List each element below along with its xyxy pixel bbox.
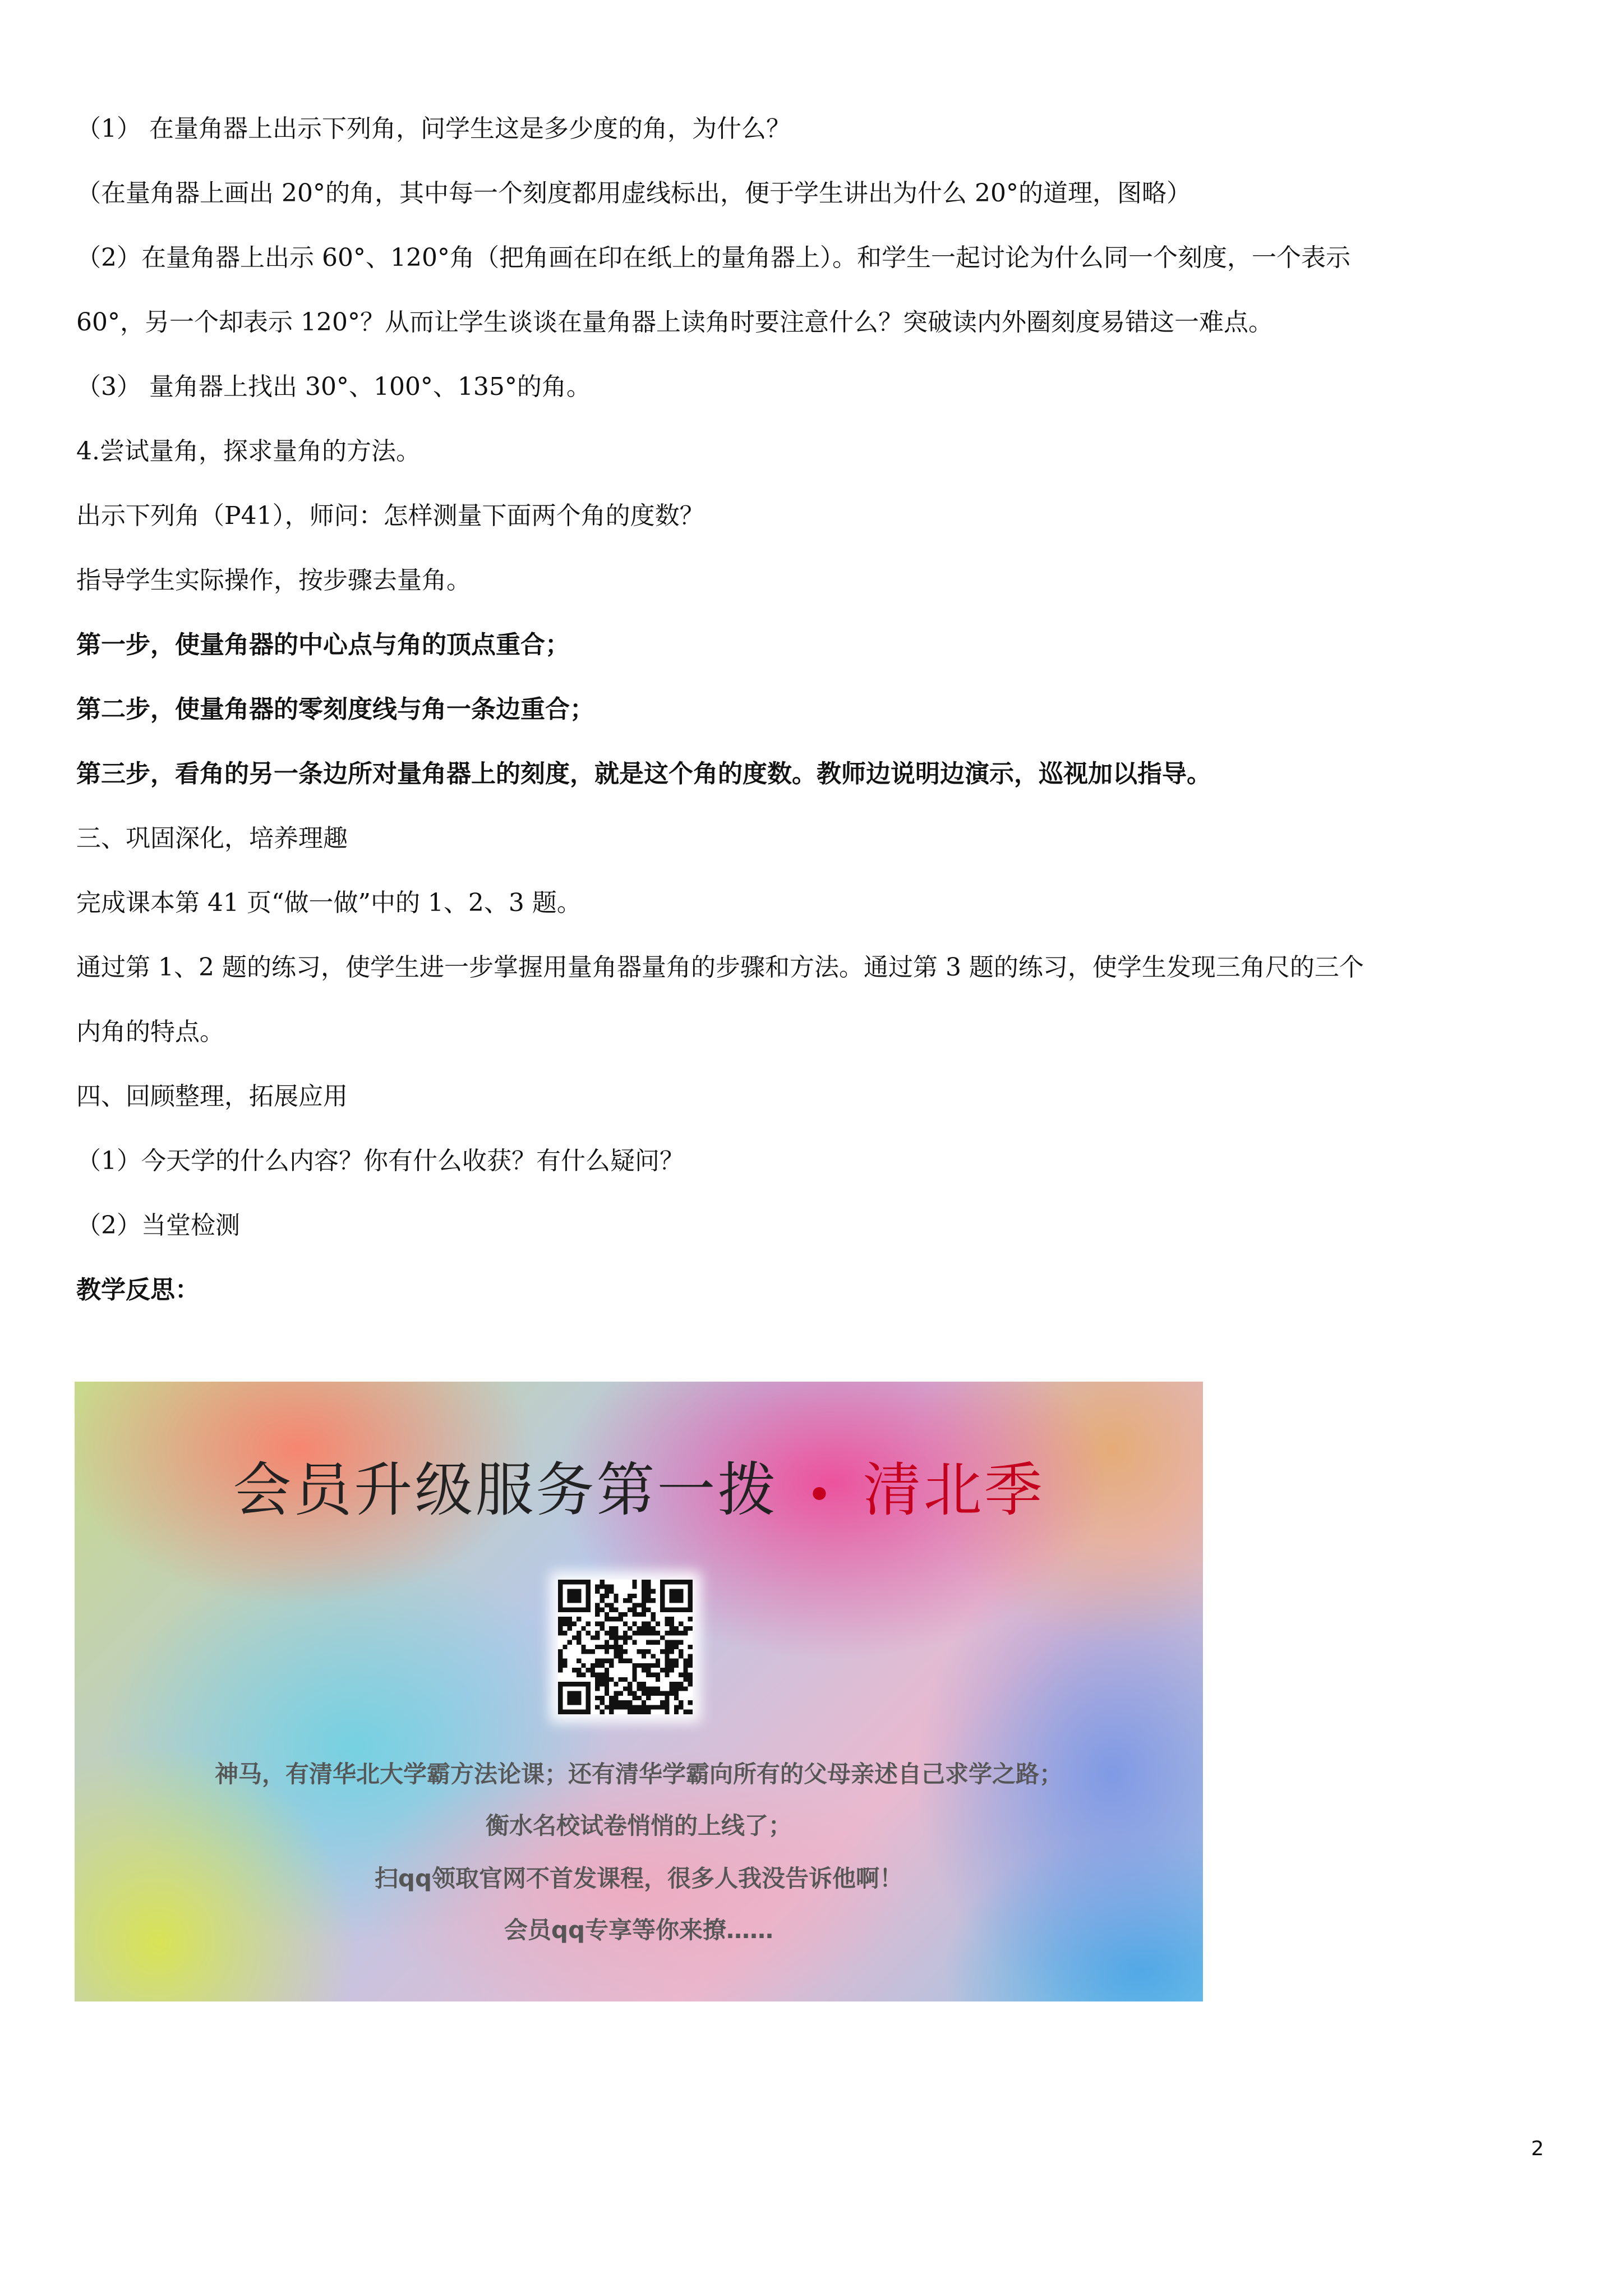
section-heading: 三、巩固深化，培养理趣 [76, 824, 348, 853]
text-line: （1） 在量角器上出示下列角，问学生这是多少度的角，为什么？ [76, 114, 791, 143]
promo-line: 会员qq专享等你来撩…… [504, 1916, 774, 1944]
page-number: 2 [1531, 2137, 1544, 2160]
text-line: （在量角器上画出 20°的角，其中每一个刻度都用虚线标出，便于学生讲出为什么 20°的道理，图略） [76, 179, 1191, 208]
step-two: 第二步，使量角器的零刻度线与角一条边重合； [76, 695, 594, 724]
banner-title-right: 清北季 [863, 1456, 1045, 1524]
promo-line: 衡水名校试卷悄悄的上线了； [485, 1812, 792, 1839]
qr-code-icon[interactable] [558, 1580, 693, 1714]
text-line: 内角的特点。 [76, 1018, 224, 1046]
text-line: 完成课本第 41 页“做一做”中的 1、2、3 题。 [76, 889, 582, 917]
text-line: （3） 量角器上找出 30°、100°、135°的角。 [76, 372, 591, 401]
banner-title-separator: • [806, 1469, 835, 1521]
reflection-heading: 教学反思： [76, 1276, 200, 1304]
text-line: 4.尝试量角，探求量角的方法。 [76, 437, 421, 466]
section-heading: 四、回顾整理，拓展应用 [76, 1082, 348, 1111]
text-line: （2）当堂检测 [76, 1211, 240, 1240]
text-line: 指导学生实际操作，按步骤去量角。 [76, 566, 471, 595]
step-three: 第三步，看角的另一条边所对量角器上的刻度，就是这个角的度数。教师边说明边演示，巡视加以指导。 [76, 760, 1211, 788]
promo-line: 扫qq领取官网不首发课程，很多人我没告诉他啊！ [374, 1865, 903, 1892]
promo-line: 神马，有清华北大学霸方法论课；还有清华学霸向所有的父母亲述自己求学之路； [214, 1760, 1063, 1788]
step-one: 第一步，使量角器的中心点与角的顶点重合； [76, 631, 570, 659]
text-line: 出示下列角（P41），师问：怎样测量下面两个角的度数？ [76, 501, 704, 530]
text-line: 通过第 1、2 题的练习，使学生进一步掌握用量角器量角的步骤和方法。通过第 3 题的练习，使学生发现三角尺的三个 [76, 953, 1364, 982]
text-line: （2）在量角器上出示 60°、120°角（把角画在印在纸上的量角器上）。和学生一起讨论为什么同一个刻度，一个表示 [76, 243, 1350, 272]
banner-title-left: 会员升级服务第一拨 [233, 1456, 778, 1524]
text-line: 60°，另一个却表示 120°？从而让学生谈谈在量角器上读角时要注意什么？突破读内外圈刻度易错这一难点。 [76, 308, 1273, 337]
promo-banner[interactable] [75, 1382, 1203, 2001]
text-line: （1）今天学的什么内容？你有什么收获？有什么疑问？ [76, 1147, 684, 1175]
banner-title [75, 1453, 1203, 1531]
